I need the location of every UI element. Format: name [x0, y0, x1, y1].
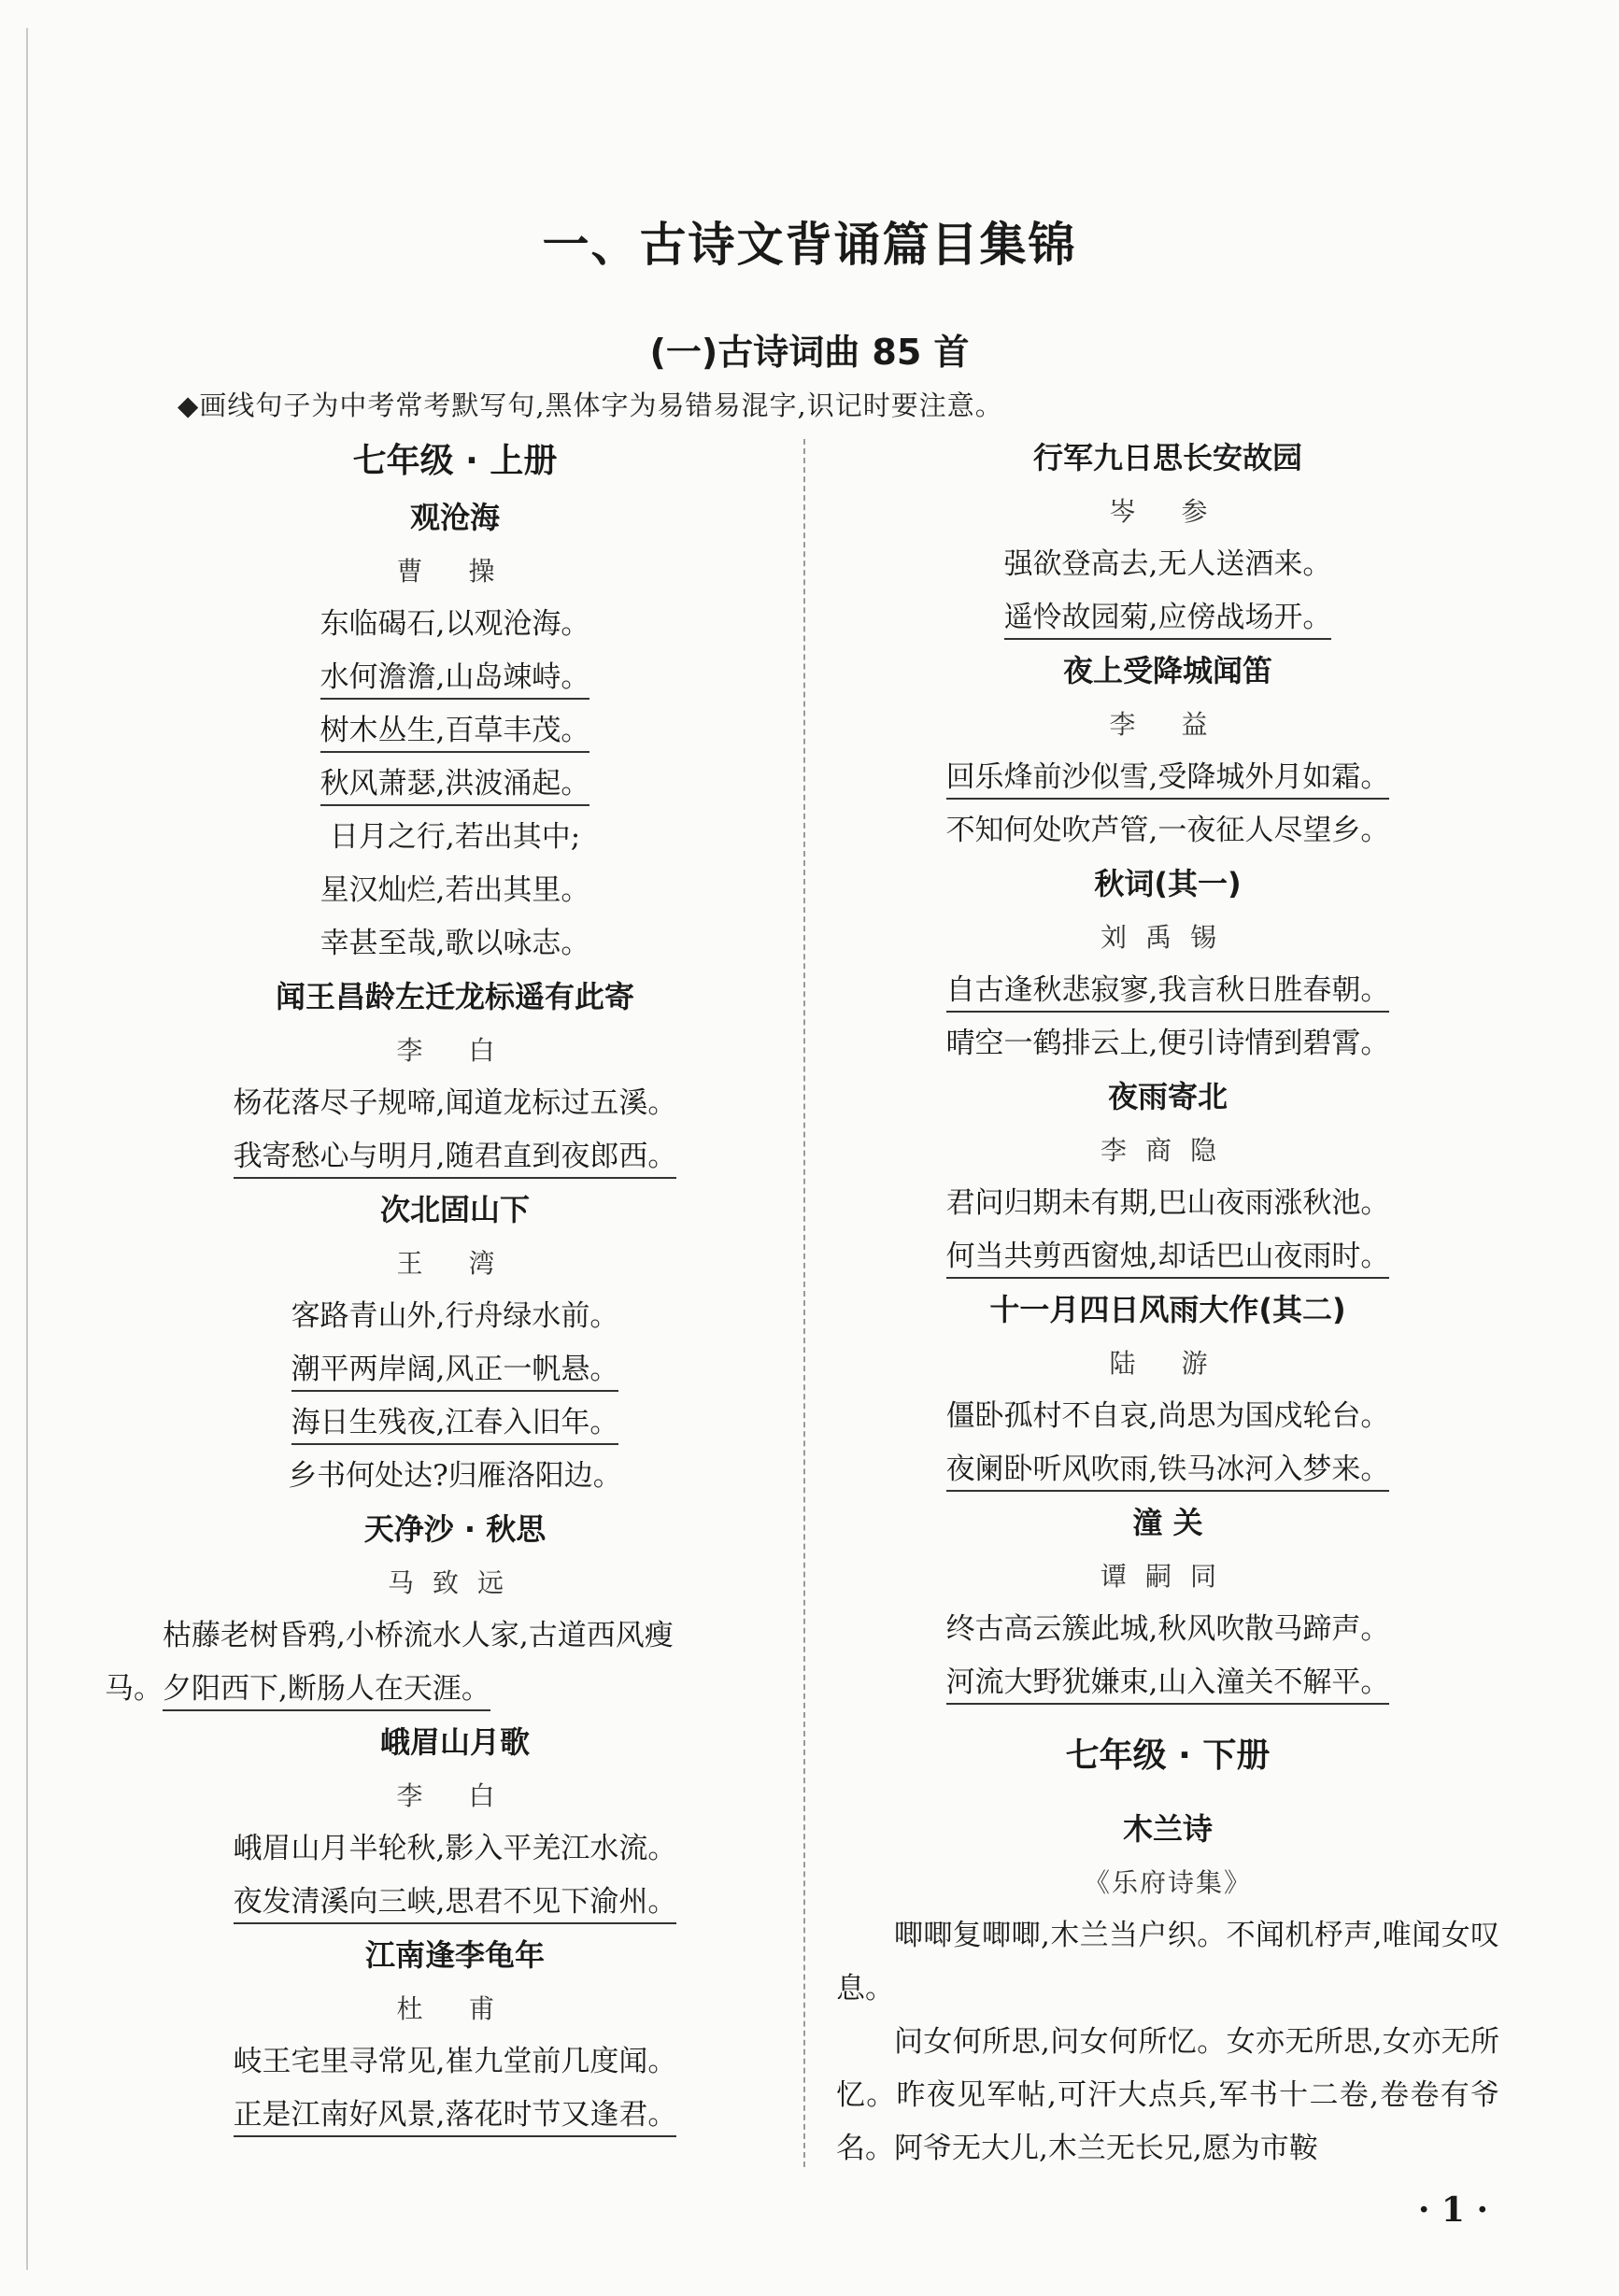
note-text: 画线句子为中考常考默写句,黑体字为易错易混字,识记时要注意。: [199, 390, 1003, 421]
poem-title: 观沧海: [409, 500, 500, 535]
poem-title: 峨眉山月歌: [379, 1724, 530, 1760]
poem-title: 行军九日思长安故园: [1032, 440, 1302, 475]
poem-title: 潼 关: [1132, 1505, 1203, 1540]
poem-title: 次北固山下: [379, 1192, 530, 1227]
diamond-icon: ◆: [178, 390, 200, 421]
page-title: 一、古诗文背诵篇目集锦: [542, 218, 1077, 272]
poem-line-underlined: 河流大野犹嫌束,山入潼关不解平。: [836, 1656, 1499, 1709]
poem-author: 李商隐: [1100, 1135, 1235, 1166]
poem-author: 马致远: [387, 1567, 522, 1598]
poem-line-underlined: 夜发清溪向三峡,思君不见下渝州。: [123, 1876, 787, 1929]
poem-author: 杜 甫: [396, 1993, 514, 2024]
poem-line: 乡书何处达?归雁洛阳边。: [288, 1459, 622, 1493]
grade-heading: 七年级 · 下册: [1065, 1736, 1271, 1775]
poem-line-underlined: 我寄愁心与明月,随君直到夜郎西。: [123, 1130, 787, 1183]
section-subtitle: (一)古诗词曲 85 首: [649, 332, 970, 373]
poem-title: 秋词(其一): [1094, 866, 1242, 901]
poem-line: 东临碣石,以观沧海。: [320, 607, 590, 641]
poem-source: 《乐府诗集》: [1083, 1867, 1252, 1898]
poem-line-underlined: 夜阑卧听风吹雨,铁马冰河入梦来。: [836, 1443, 1499, 1496]
poem-line-underlined: 正是江南好风景,落花时节又逢君。: [123, 2089, 787, 2142]
prose-line: 枯藤老树昏鸦,小桥流水人家,古道西风瘦: [163, 1619, 674, 1652]
column-divider: [803, 439, 805, 2167]
poem-line: 终古高云簇此城,秋风吹散马蹄声。: [945, 1612, 1390, 1646]
poem-line: 星汉灿烂,若出其里。: [320, 873, 590, 907]
poem-line: 君问归期未有期,巴山夜雨涨秋池。: [945, 1186, 1390, 1220]
poem-line-underlined: 树木丛生,百草丰茂。: [123, 704, 787, 758]
poem-line: 客路青山外,行舟绿水前。: [291, 1299, 619, 1333]
poem-line: 岐王宅里寻常见,崔九堂前几度闻。: [233, 2045, 677, 2078]
poem-line-underlined: 秋风萧瑟,洪波涌起。: [123, 758, 787, 811]
poem-line-underlined: 遥怜故园菊,应傍战场开。: [836, 591, 1499, 645]
poem-line-underlined: 自古逢秋悲寂寥,我言秋日胜春朝。: [836, 964, 1499, 1017]
poem-line: 日月之行,若出其中;: [329, 820, 581, 854]
poem-line-underlined: 潮平两岸阔,风正一帆悬。: [123, 1343, 787, 1396]
poem-line-underlined: 回乐烽前沙似雪,受降城外月如霜。: [836, 751, 1499, 804]
poem-line: 僵卧孤村不自哀,尚思为国戍轮台。: [945, 1399, 1390, 1433]
poem-author: 谭嗣同: [1100, 1561, 1235, 1592]
poem-title: 闻王昌龄左迁龙标遥有此寄: [275, 979, 634, 1014]
poem-author: 王 湾: [396, 1248, 514, 1279]
grade-heading: 七年级 · 上册: [352, 442, 558, 480]
poem-line-underlined: 海日生残夜,江春入旧年。: [123, 1396, 787, 1450]
poem-line: 不知何处吹芦管,一夜征人尽望乡。: [945, 814, 1390, 847]
poem-title: 木兰诗: [1122, 1811, 1213, 1847]
poem-line-underlined: 水何澹澹,山岛竦峙。: [123, 651, 787, 704]
poem-title: 夜上受降城闻笛: [1062, 653, 1272, 688]
poem-line: 峨眉山月半轮秋,影入平羌江水流。: [233, 1832, 677, 1865]
poem-paragraph: 问女何所思,问女何所忆。女亦无所思,女亦无所忆。昨夜见军帖,可汗大点兵,军书十二卷,卷卷有爷名。阿爷无大儿,木兰无长兄,愿为市鞍: [836, 2025, 1499, 2165]
poem-prose: [105, 1609, 787, 1716]
poem-author: 曹 操: [396, 556, 514, 587]
poem-author: 李 益: [1109, 709, 1227, 740]
page-number: · 1 ·: [1417, 2190, 1488, 2230]
poem-author: 李 白: [396, 1780, 514, 1811]
poem-author: 岑 参: [1109, 496, 1227, 527]
poem-author: 李 白: [396, 1035, 514, 1066]
poem-line: 杨花落尽子规啼,闻道龙标过五溪。: [233, 1086, 677, 1120]
study-note: [178, 385, 1003, 423]
poem-author: 刘禹锡: [1100, 922, 1235, 953]
poem-line: 幸甚至哉,歌以咏志。: [320, 927, 590, 960]
left-column: [105, 432, 787, 2142]
poem-title: 十一月四日风雨大作(其二): [989, 1292, 1346, 1327]
poem-title: 夜雨寄北: [1107, 1079, 1228, 1114]
poem-paragraph: 唧唧复唧唧,木兰当户织。不闻机杼声,唯闻女叹息。: [836, 1919, 1499, 2005]
right-column: [836, 432, 1499, 2176]
poem-line-underlined: 何当共剪西窗烛,却话巴山夜雨时。: [836, 1230, 1499, 1283]
poem-title: 天净沙 · 秋思: [363, 1511, 547, 1547]
poem-line: 强欲登高去,无人送酒来。: [1003, 547, 1332, 581]
prose-line: 马。夕阳西下,断肠人在天涯。: [105, 1663, 787, 1716]
underlined-text: 夕阳西下,断肠人在天涯。: [163, 1672, 490, 1711]
poem-line: 晴空一鹤排云上,便引诗情到碧霄。: [945, 1027, 1390, 1060]
poem-author: 陆 游: [1109, 1348, 1227, 1379]
poem-title: 江南逢李龟年: [364, 1937, 545, 1973]
